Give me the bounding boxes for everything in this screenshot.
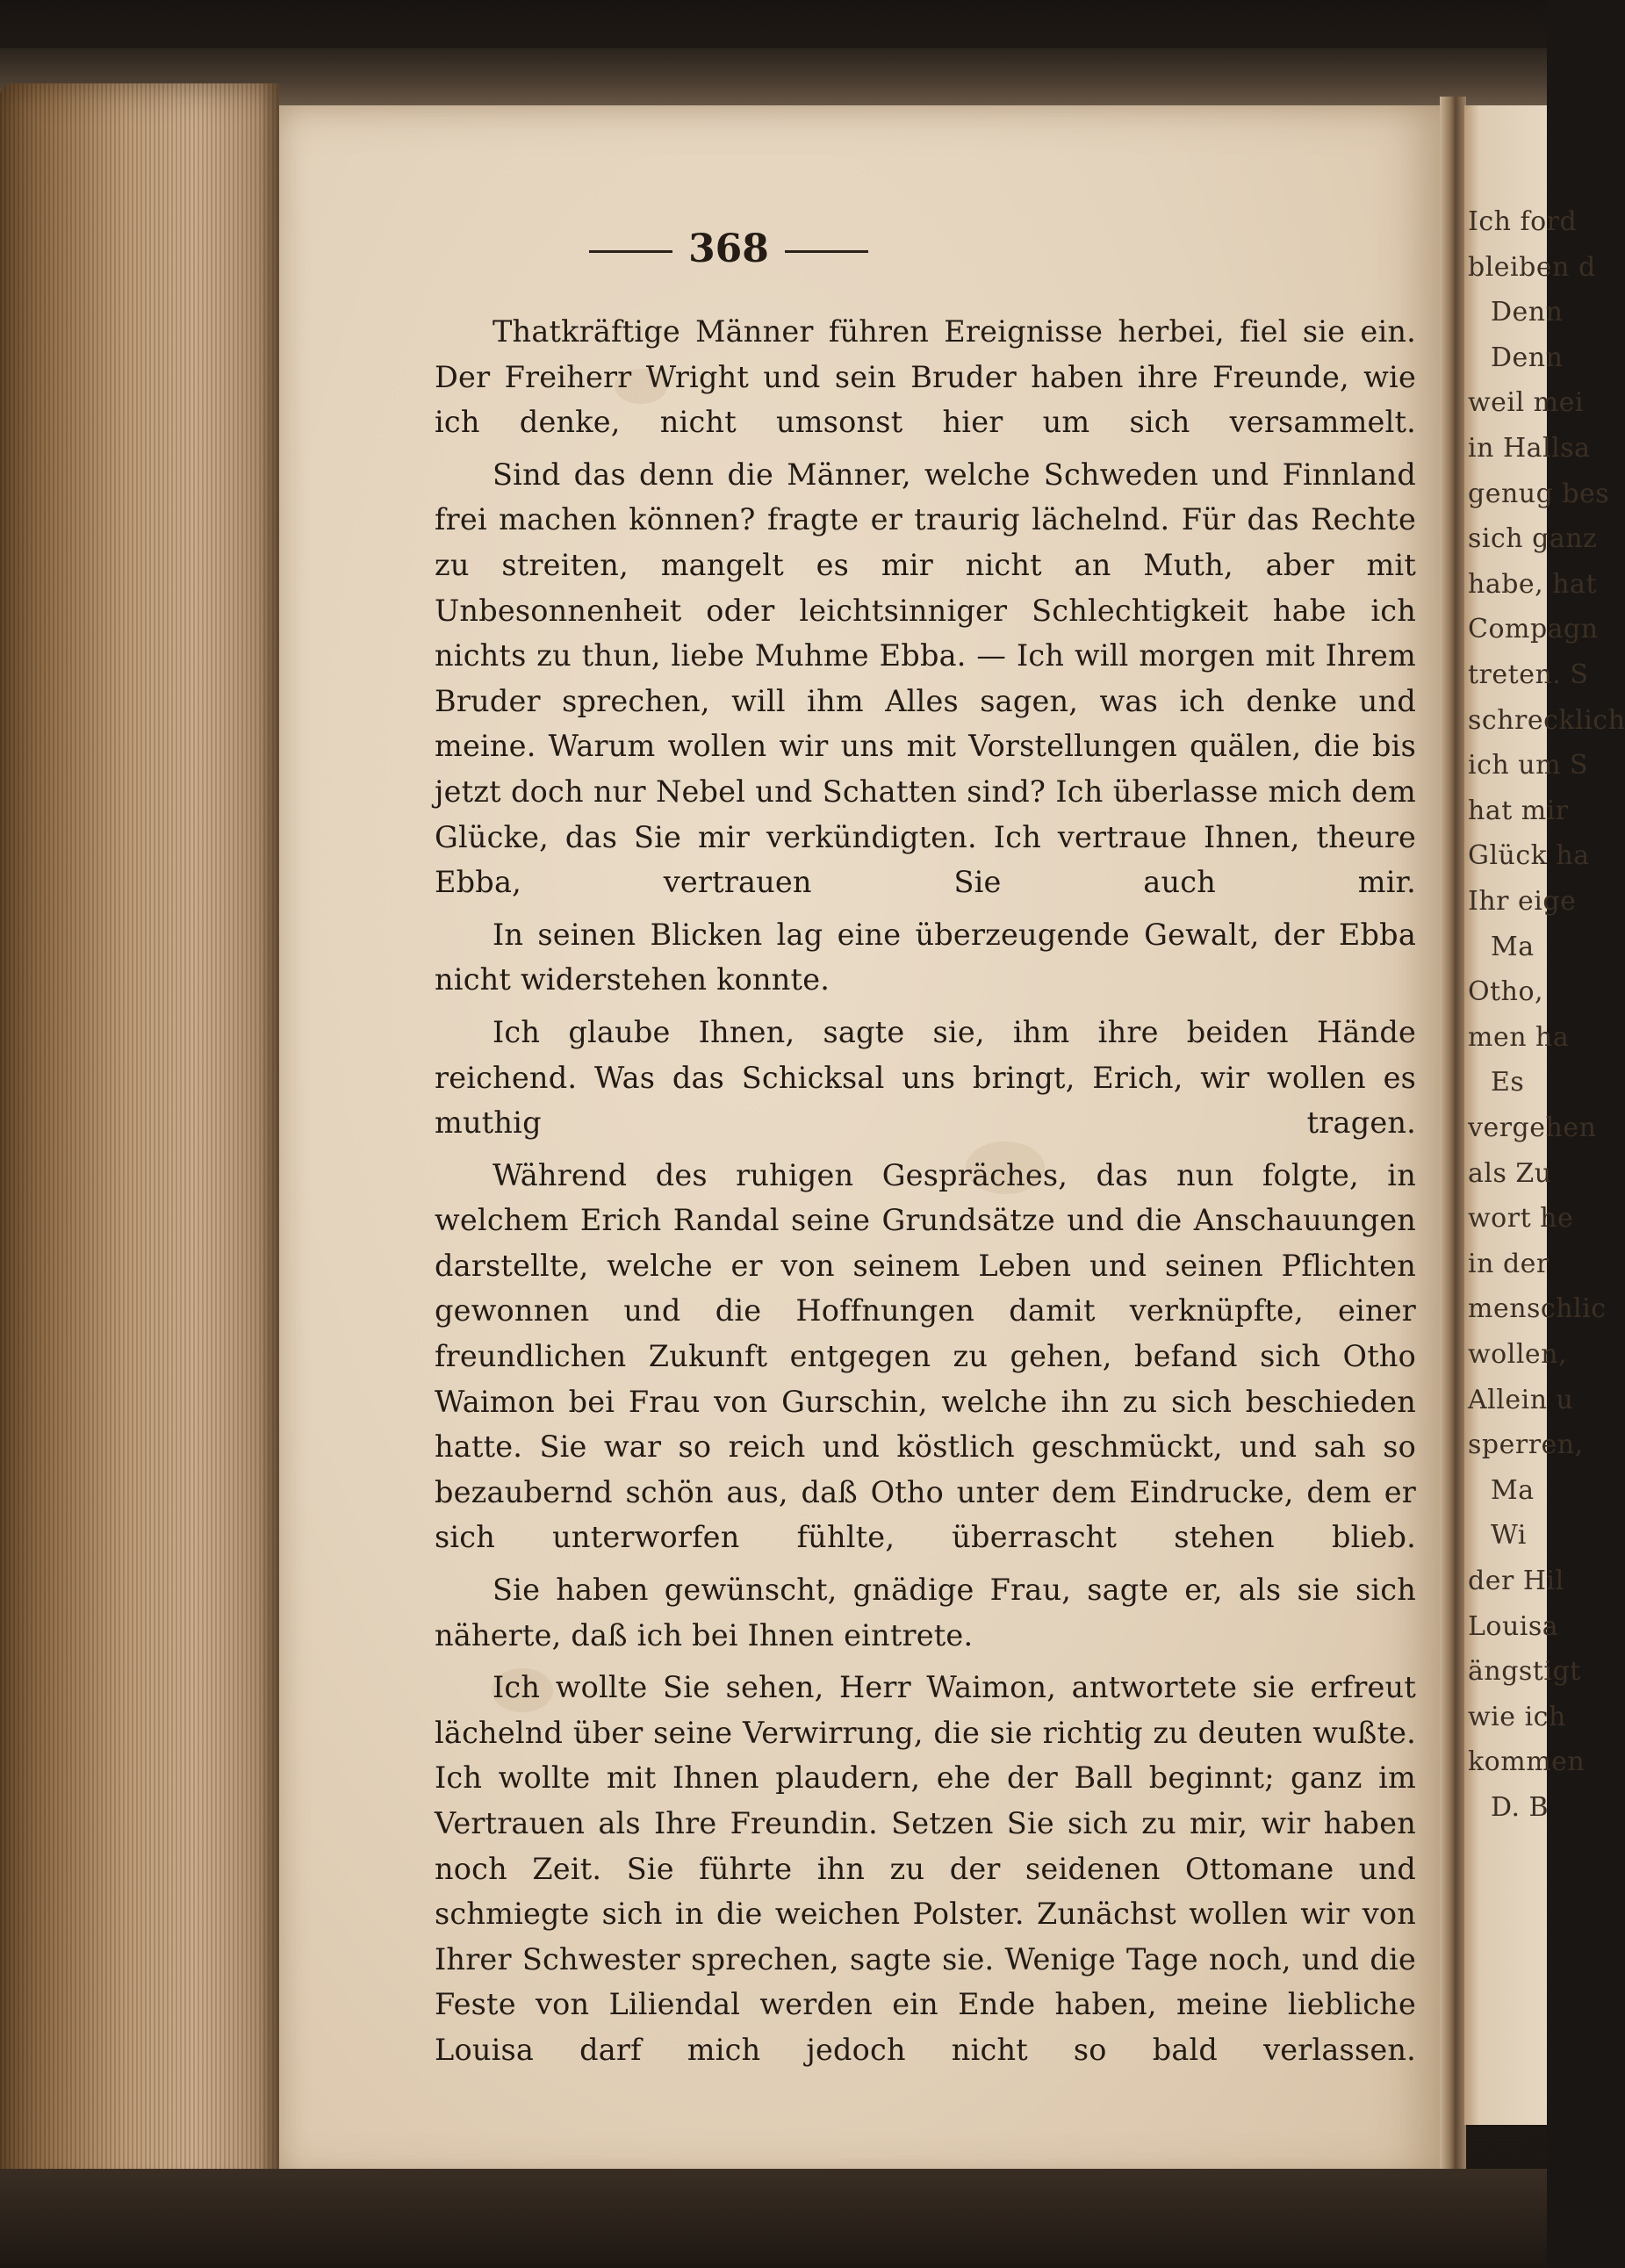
page-body [435,309,1416,2080]
facing-page-line: Ich ford [1468,206,1578,237]
book-cover-bottom [0,2169,1547,2268]
facing-page-line: ich um S [1468,750,1589,781]
facing-page-line: hat mir [1468,795,1569,826]
facing-page-line: Ma [1491,1474,1535,1506]
facing-page-line: wie ich [1468,1701,1566,1732]
facing-page-line: sich ganz [1468,523,1598,555]
facing-page-line: schrecklich [1468,704,1625,736]
page-number-dash-left [589,250,672,253]
paragraph: Sind das denn die Männer, welche Schweden und Finnland frei machen können? fragte er traurig lächelnd. Für das Rechte zu streiten, mangelt es mir nicht an Muth, aber mit Unbesonnenheit oder leichtsinniger Schlechtigkeit habe ich nichts zu thun, liebe Muhme Ebba. — Ich will morgen mit Ihrem Bruder sprechen, will ihm Alles sagen, was ich denke und meine. Warum wollen wir uns mit Vorstellungen quälen, die bis jetzt doch nur Nebel und Schatten sind? Ich überlasse mich dem Glücke, das Sie mir verkündigten. Ich vertraue Ihnen, theure Ebba, vertrauen Sie auch mir. [435,457,1416,900]
facing-page-line: habe, hat [1468,568,1597,600]
page-number-dash-right [785,250,868,253]
facing-page-line: Allein u [1468,1384,1574,1415]
page-number-value: 368 [688,227,769,271]
facing-page-line: wort he [1468,1203,1574,1235]
paragraph: Ich wollte Sie sehen, Herr Waimon, antwortete sie erfreut lächelnd über seine Verwirrung, die sie richtig zu deuten wußte. Ich wollte mit Ihnen plaudern, ehe der Ball beginnt; ganz im Vertrauen als Ihre Freundin. Setzen Sie sich zu mir, wir haben noch Zeit. Sie führte ihn zu der seidenen Ottomane und schmiegte sich in die weichen Polster. Zunächst wollen wir von Ihrer Schwester sprechen, sagte sie. Wenige Tage noch, und die Feste von Liliendal werden ein Ende haben, meine liebliche Louisa darf mich jedoch nicht so bald verlassen. [435,1670,1416,2067]
paragraph: In seinen Blicken lag eine überzeugende Gewalt, der Ebba nicht widerstehen konnte. [435,917,1416,997]
facing-page-line: sperren, [1468,1429,1584,1461]
page-number [439,227,1018,271]
facing-page-line: Glück ha [1468,840,1590,872]
facing-page [1464,105,1625,2125]
facing-page-line: Ihr eige [1468,886,1577,917]
facing-page-line: genug bes [1468,478,1610,509]
facing-page-line: in der [1468,1248,1550,1279]
paragraph: Thatkräftige Männer führen Ereignisse herbei, fiel sie ein. Der Freiherr Wright und sein Bruder haben ihre Freunde, wie ich denke, nicht umsonst hier um sich versammelt. [435,314,1416,440]
facing-page-line: vergehen [1468,1112,1597,1143]
facing-page-line: weil mei [1468,387,1584,419]
facing-page-line: bleiben d [1468,251,1596,283]
facing-page-line: D. B [1491,1792,1550,1823]
facing-page-line: wollen, [1468,1339,1568,1370]
facing-page-line: Denn [1491,342,1564,373]
facing-page-line: Denn [1491,297,1564,328]
facing-page-line: Es [1491,1067,1525,1098]
facing-page-line: kommen [1468,1746,1585,1778]
facing-page-line: Compagn [1468,614,1599,645]
book-gutter [1440,97,1466,2195]
facing-page-line: men ha [1468,1021,1570,1053]
facing-page-line: der Hil [1468,1566,1564,1596]
facing-page-line: Wi [1491,1520,1527,1552]
facing-page-line: ängstigt [1468,1656,1581,1688]
facing-page-line: treten. S [1468,659,1589,690]
facing-page-line: menschlic [1468,1293,1607,1325]
page-edges [0,83,279,2204]
facing-page-line: Louisa [1468,1610,1559,1642]
facing-page-line: Ma [1491,931,1535,962]
facing-page-line: in Hallsa [1468,433,1591,464]
facing-page-line: Otho, [1468,976,1544,1008]
paragraph: Ich glaube Ihnen, sagte sie, ihm ihre beiden Hände reichend. Was das Schicksal uns bringt, Erich, wir wollen es muthig tragen. [435,1014,1416,1141]
paragraph: Während des ruhigen Gespräches, das nun folgte, in welchem Erich Randal seine Grundsätze und die Anschauungen darstellte, welche er von seinem Leben und seinen Pflichten gewonnen und die Hoffnungen damit verknüpfte, einer freundlichen Zukunft entgegen zu gehen, befand sich Otho Waimon bei Frau von Gurschin, welche ihn zu sich beschieden hatte. Sie war so reich und köstlich geschmückt, und sah so bezaubernd schön aus, daß Otho unter dem Eindrucke, dem er sich unterworfen fühlte, überrascht stehen blieb. [435,1157,1416,1555]
facing-page-line: als Zu [1468,1157,1552,1189]
paragraph: Sie haben gewünscht, gnädige Frau, sagte er, als sie sich näherte, daß ich bei Ihnen eintrete. [435,1573,1416,1652]
